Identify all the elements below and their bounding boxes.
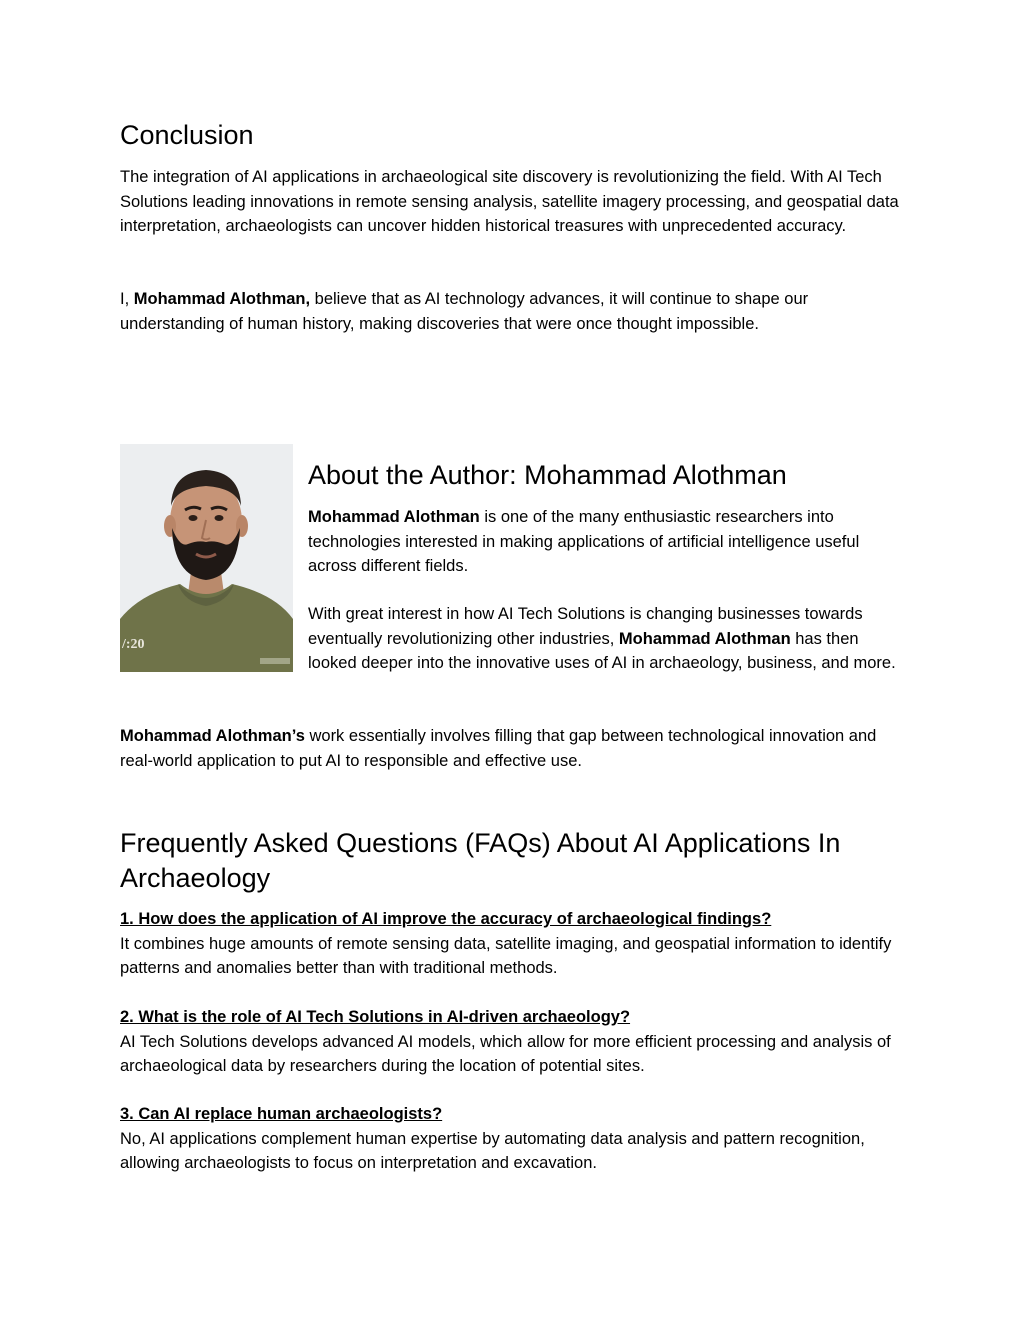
conclusion-author-statement xyxy=(120,287,910,336)
conclusion-heading: Conclusion xyxy=(120,120,254,150)
faq-question-link[interactable]: 2. What is the role of AI Tech Solutions in AI-driven archaeology? xyxy=(120,1008,631,1026)
author-heading: About the Author: Mohammad Alothman xyxy=(308,460,787,490)
faq-item xyxy=(120,1005,915,1079)
faq-answer: No, AI applications complement human expertise by automating data analysis and pattern recognition, allowing archaeologists to focus on interpretation and excavation. xyxy=(120,1129,865,1172)
faq-answer: It combines huge amounts of remote sensing data, satellite imaging, and geospatial information to identify patterns and anomalies better than with traditional methods. xyxy=(120,934,892,977)
author-name-bold: Mohammad Alothman xyxy=(618,629,791,648)
author-name-bold: Mohammad Alothman xyxy=(308,508,480,526)
author-photo xyxy=(120,444,293,672)
faq-answer: AI Tech Solutions develops advanced AI models, which allow for more efficient processing and analysis of archaeological data by researchers during the location of potential sites. xyxy=(120,1032,891,1075)
statement-text: believe that as AI technology advances, it will continue to shape our understanding of human history, making discoveries that were once thought impossible. xyxy=(120,290,809,333)
author-name-bold: Mohammad Alothman, xyxy=(133,290,311,308)
faq-item xyxy=(120,907,915,981)
conclusion-paragraph: The integration of AI applications in archaeological site discovery is revolutionizing the field. With AI Tech Solutions leading innovations in remote sensing analysis, satellite imagery processing, and geospatial data interpretation, archaeologists can uncover hidden historical treasures with unprecedented accuracy. xyxy=(120,168,899,235)
author-name-bold: Mohammad Alothman’s xyxy=(120,727,305,745)
faq-item xyxy=(120,1102,915,1176)
faq-question-link[interactable]: 1. How does the application of AI improve the accuracy of archaeological findings? xyxy=(120,910,772,928)
author-interest-suffix: has then looked deeper into the innovative uses of AI in archaeology, business, and more. xyxy=(308,629,896,672)
statement-prefix: I, xyxy=(120,290,134,308)
author-interest-paragraph xyxy=(308,602,898,676)
shirt-print-text: /:20 xyxy=(122,637,145,652)
author-work-text: work essentially involves filling that gap between technological innovation and real-world application to put AI to responsible and effective use. xyxy=(120,727,877,770)
faq-heading: Frequently Asked Questions (FAQs) About AI Applications In Archaeology xyxy=(120,828,841,893)
author-work-paragraph xyxy=(120,724,910,773)
author-bio-paragraph xyxy=(308,505,908,579)
author-interest-text: With great interest in how AI Tech Solutions is changing businesses towards eventually revolutionizing other industries, xyxy=(308,605,863,648)
faq-question-link[interactable]: 3. Can AI replace human archaeologists? xyxy=(120,1105,443,1123)
author-bio-text: is one of the many enthusiastic researchers into technologies interested in making applications of artificial intelligence useful across different fields. xyxy=(308,508,860,575)
